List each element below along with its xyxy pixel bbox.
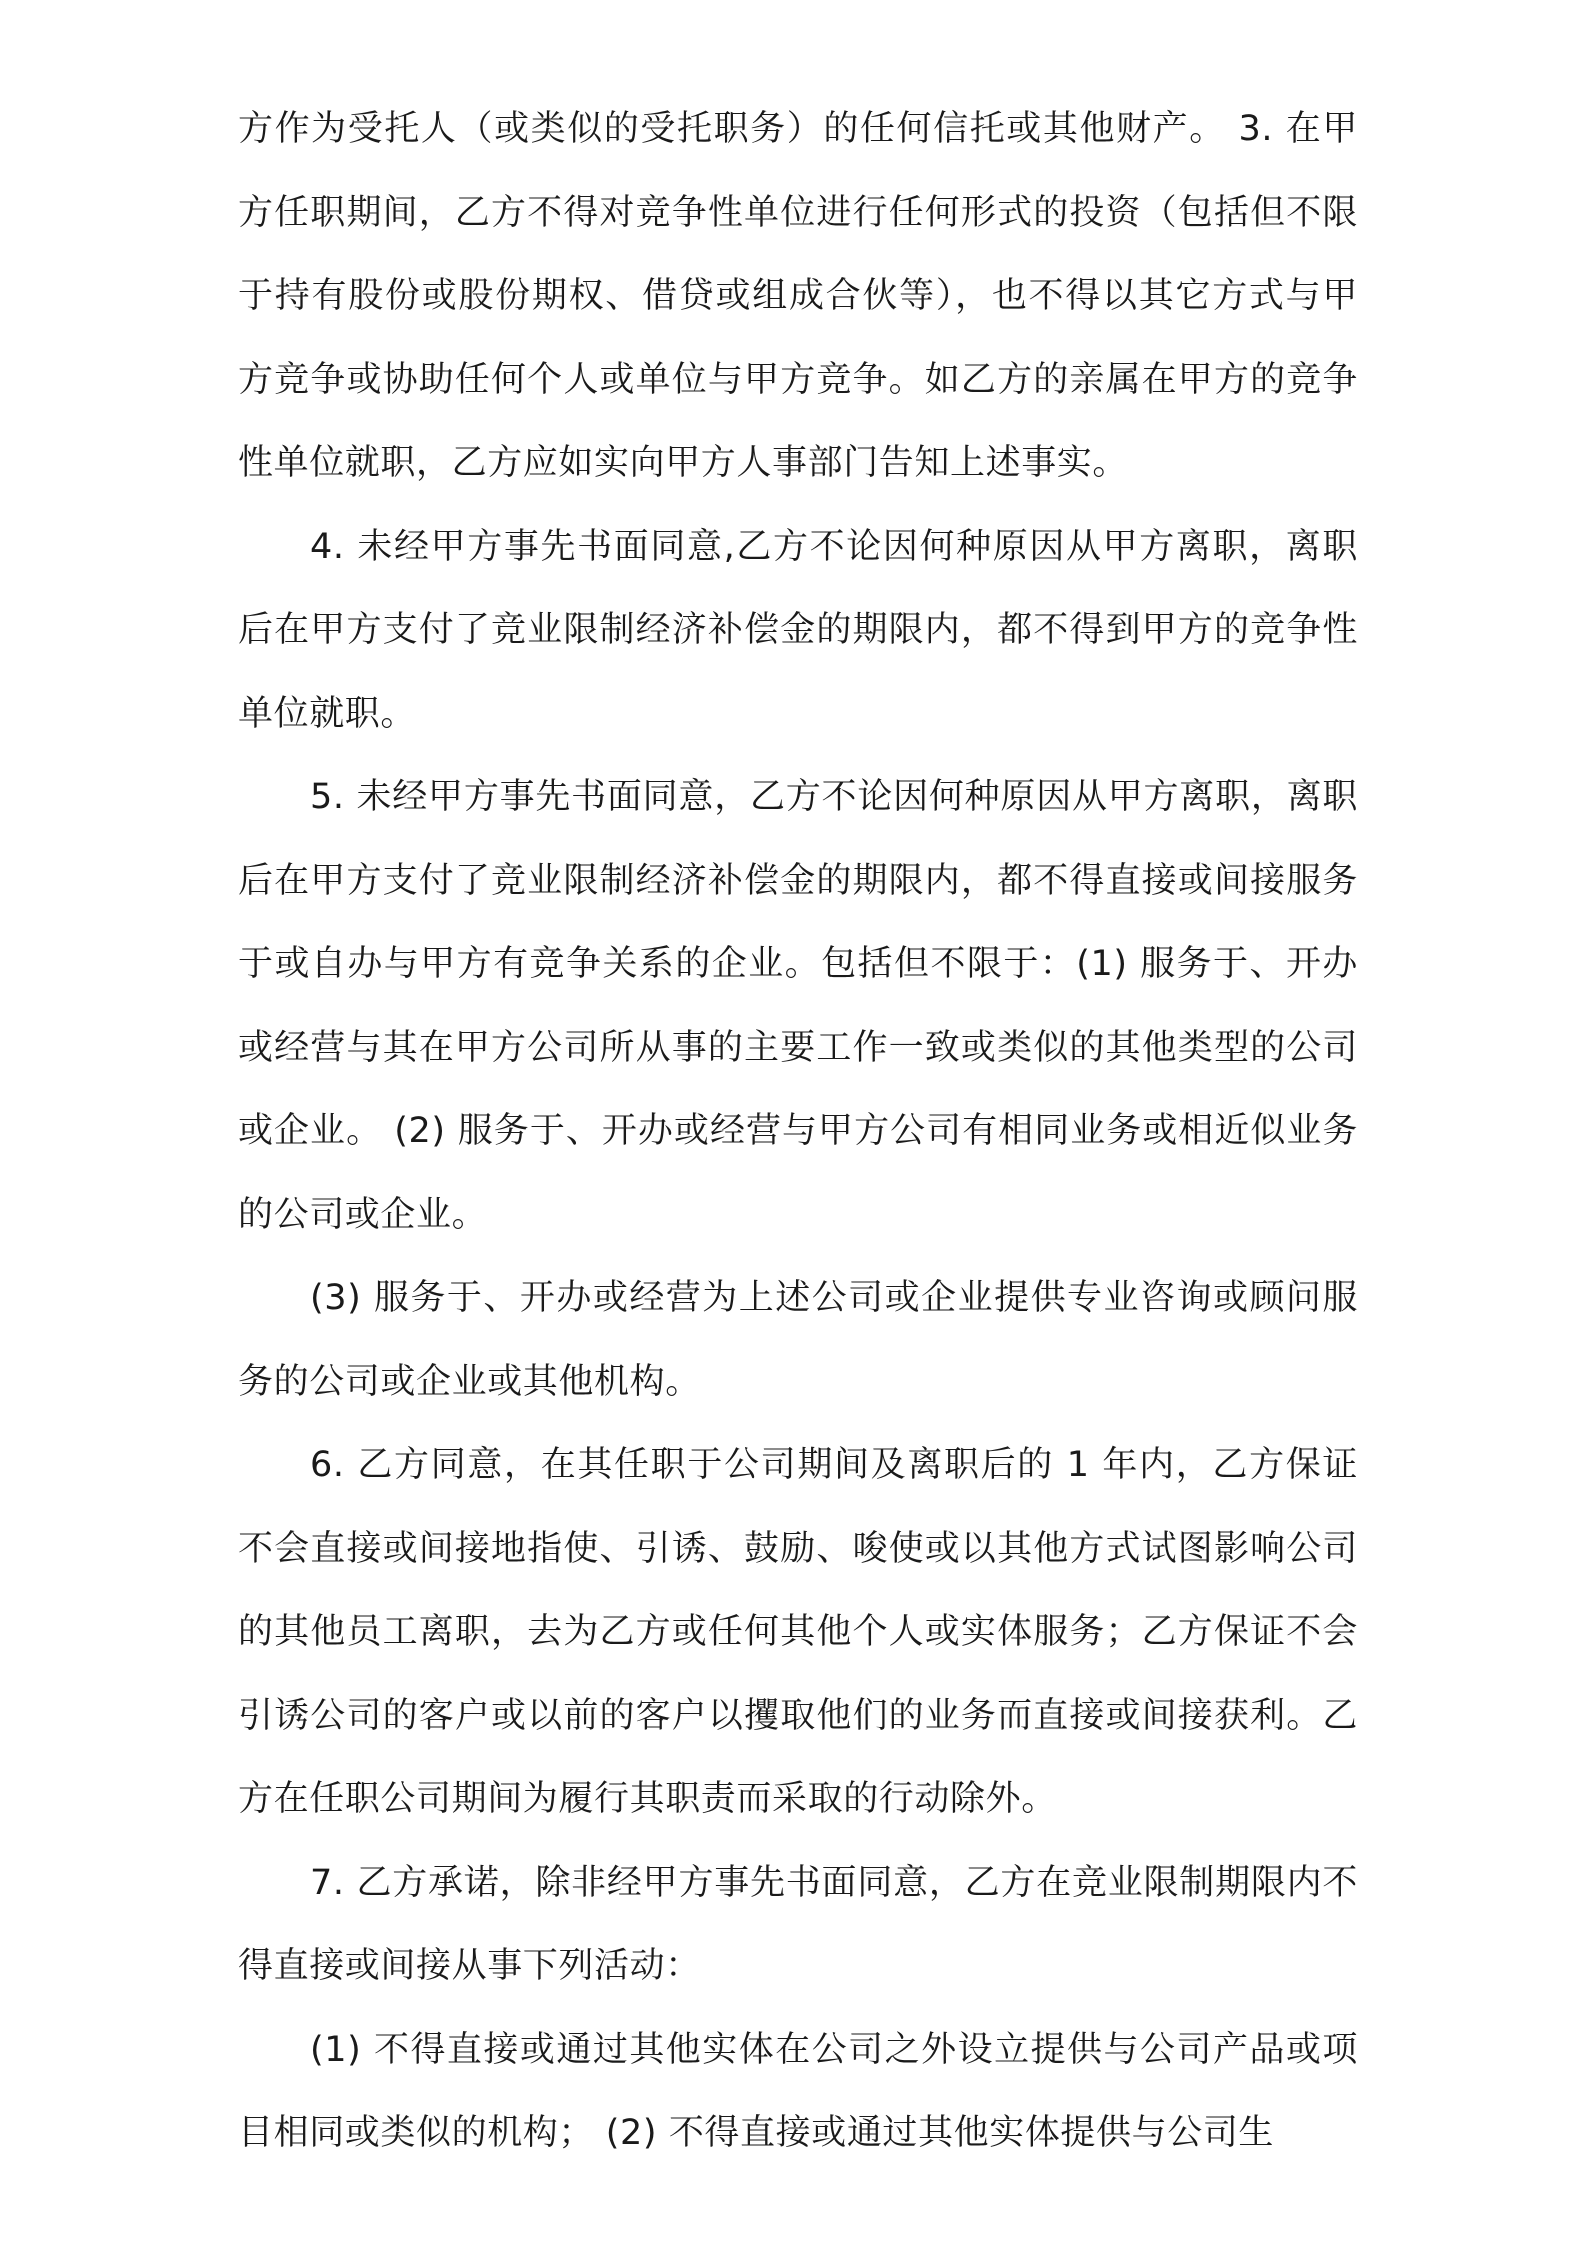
paragraph-clause-7-items: (1) 不得直接或通过其他实体在公司之外设立提供与公司产品或项目相同或类似的机构； (2) 不得直接或通过其他实体提供与公司生 bbox=[238, 2029, 1358, 2153]
document-page bbox=[238, 88, 1358, 2176]
paragraph-clause-4: 4. 未经甲方事先书面同意,乙方不论因何种原因从甲方离职，离职后在甲方支付了竞业限制经济补偿金的期限内，都不得到甲方的竞争性单位就职。 bbox=[238, 526, 1358, 734]
paragraph-continuation-clause-3: 方作为受托人（或类似的受托职务）的任何信托或其他财产。 3. 在甲方任职期间，乙方不得对竞争性单位进行任何形式的投资（包括但不限于持有股份或股份期权、借贷或组成合伙等），也不得以其它方式与甲方竞争或协助任何个人或单位与甲方竞争。如乙方的亲属在甲方的竞争性单位就职，乙方应如实向甲方人事部门告知上述事实。 bbox=[238, 109, 1358, 483]
paragraph-clause-5: 5. 未经甲方事先书面同意，乙方不论因何种原因从甲方离职，离职后在甲方支付了竞业限制经济补偿金的期限内，都不得直接或间接服务于或自办与甲方有竞争关系的企业。包括但不限于：(1) 服务于、开办或经营与其在甲方公司所从事的主要工作一致或类似的其他类型的公司或企业。 (2) 服务于、开办或经营与甲方公司有相同业务或相近似业务的公司或企业。 bbox=[238, 777, 1358, 1235]
paragraph-clause-7: 7. 乙方承诺，除非经甲方事先书面同意，乙方在竞业限制期限内不得直接或间接从事下列活动： bbox=[238, 1862, 1358, 1986]
paragraph-clause-6: 6. 乙方同意，在其任职于公司期间及离职后的 1 年内，乙方保证不会直接或间接地指使、引诱、鼓励、唆使或以其他方式试图影响公司的其他员工离职，去为乙方或任何其他个人或实体服务；乙方保证不会引诱公司的客户或以前的客户以攫取他们的业务而直接或间接获利。乙方在任职公司期间为履行其职责而采取的行动除外。 bbox=[238, 1445, 1358, 1819]
paragraph-clause-5-item-3: (3) 服务于、开办或经营为上述公司或企业提供专业咨询或顾问服务的公司或企业或其他机构。 bbox=[238, 1278, 1358, 1402]
